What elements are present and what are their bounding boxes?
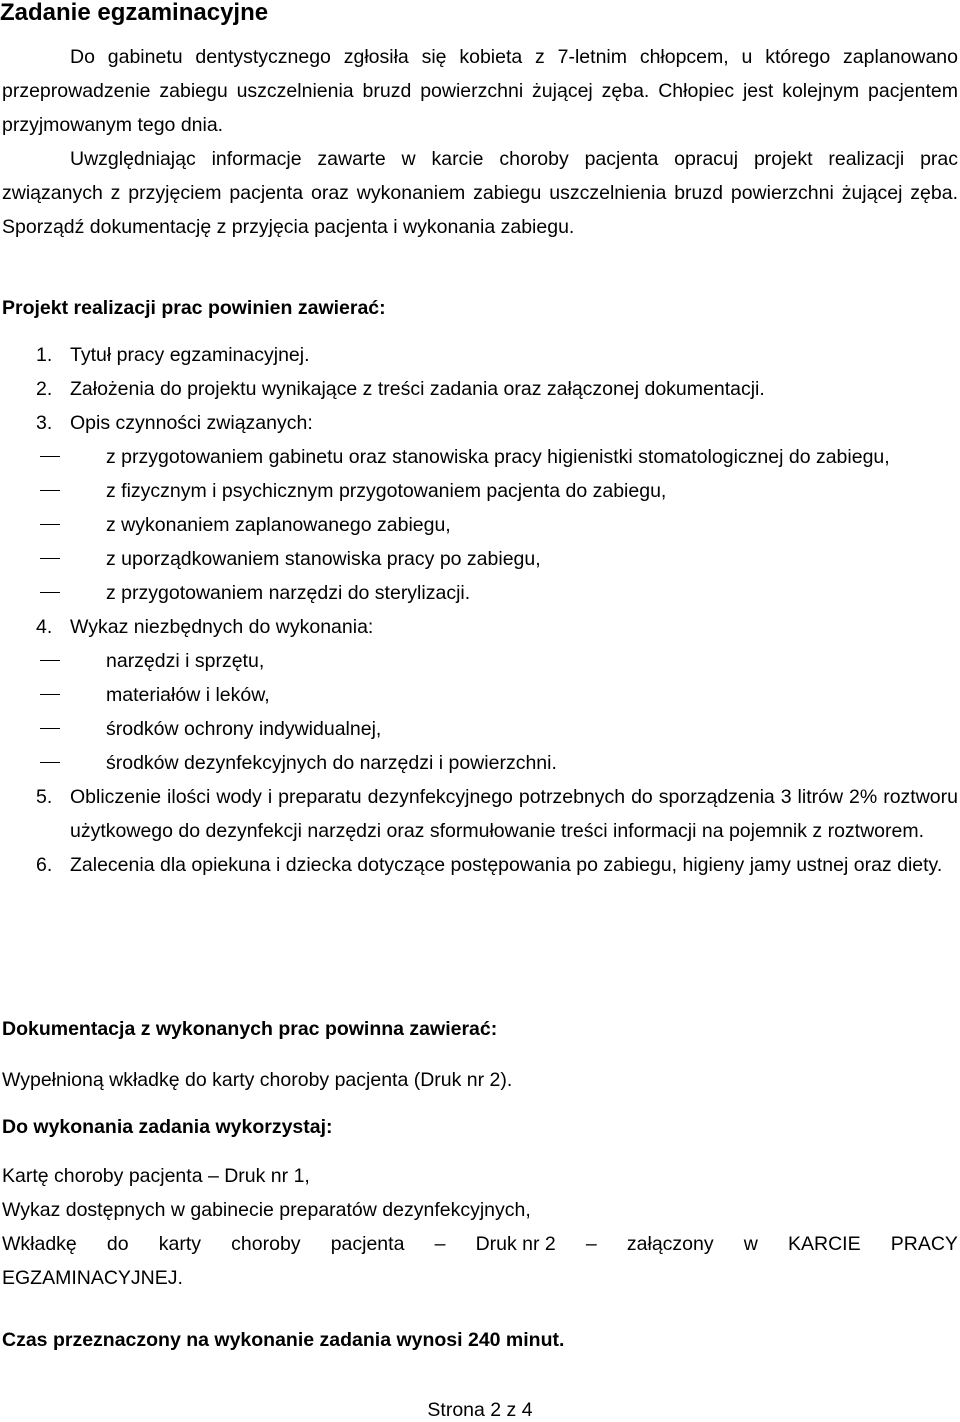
item-number: 3.	[36, 412, 53, 434]
task-description	[2, 40, 958, 244]
dash-bullet-icon	[40, 694, 60, 695]
sub-item-text: środków dezynfekcyjnych do narzędzi i powierzchni.	[106, 752, 557, 774]
item-number: 4.	[36, 616, 53, 638]
word: choroby	[231, 1233, 301, 1255]
sub-list	[70, 440, 958, 610]
sub-list-item	[70, 508, 958, 542]
sub-list-item	[70, 576, 958, 610]
word: w	[743, 1233, 758, 1255]
dash-bullet-icon	[40, 728, 60, 729]
list-item	[0, 610, 958, 780]
dash-bullet-icon	[40, 490, 60, 491]
item-number: 2.	[36, 378, 53, 400]
word: do	[106, 1233, 129, 1255]
word: pacjenta	[330, 1233, 405, 1255]
page-number: Strona 2 z 4	[427, 1399, 533, 1421]
sub-item-text: z fizycznym i psychicznym przygotowaniem pacjenta do zabiegu,	[106, 480, 667, 502]
resource-line-justified	[2, 1227, 958, 1261]
page-title: Zadanie egzaminacyjne	[0, 0, 269, 26]
list-item	[0, 780, 958, 848]
project-requirements-list	[0, 338, 958, 882]
word: Druk nr 2	[475, 1233, 556, 1255]
resource-line: Wykaz dostępnych w gabinecie preparatów dezynfekcyjnych,	[2, 1199, 531, 1221]
resources-list	[2, 1159, 958, 1295]
item-number: 5.	[36, 786, 53, 808]
list-item	[0, 338, 958, 372]
list-item	[0, 406, 958, 610]
word: karty	[158, 1233, 202, 1255]
project-heading: Projekt realizacji prac powinien zawierać:	[2, 297, 386, 319]
sub-list-item	[70, 542, 958, 576]
item-text: Założenia do projektu wynikające z treści zadania oraz załączonej dokumentacji.	[70, 378, 765, 400]
word: Wkładkę	[2, 1233, 77, 1255]
sub-list-item	[70, 712, 958, 746]
documentation-text: Wypełnioną wkładkę do karty choroby pacjenta (Druk nr 2).	[2, 1069, 513, 1091]
dash-bullet-icon	[40, 762, 60, 763]
resources-heading: Do wykonania zadania wykorzystaj:	[2, 1116, 333, 1138]
sub-list-item	[70, 644, 958, 678]
sub-item-text: z wykonaniem zaplanowanego zabiegu,	[106, 514, 451, 536]
word: –	[585, 1233, 597, 1255]
item-text: Obliczenie ilości wody i preparatu dezynfekcyjnego potrzebnych do sporządzenia 3 litrów 2% roztworu użytkowego do dezynfekcji narzędzi oraz sformułowanie treści informacji na pojemnik z roztworem.	[70, 786, 958, 842]
word: PRACY	[890, 1233, 958, 1255]
dash-bullet-icon	[40, 456, 60, 457]
list-item	[0, 372, 958, 406]
item-number: 6.	[36, 854, 53, 876]
resource-line: EGZAMINACYJNEJ.	[2, 1267, 183, 1289]
intro-paragraph-1: Do gabinetu dentystycznego zgłosiła się kobieta z 7-letnim chłopcem, u którego zaplanowano przeprowadzenie zabiegu uszczelnienia bruzd powierzchni żującej zęba. Chłopiec jest kolejnym pacjentem przyjmowanym tego dnia.	[2, 46, 958, 136]
list-item	[0, 848, 958, 882]
time-limit-text: Czas przeznaczony na wykonanie zadania wynosi 240 minut.	[2, 1329, 565, 1351]
dash-bullet-icon	[40, 558, 60, 559]
word: załączony	[626, 1233, 714, 1255]
sub-list-item	[70, 474, 958, 508]
sub-item-text: narzędzi i sprzętu,	[106, 650, 265, 672]
documentation-heading: Dokumentacja z wykonanych prac powinna zawierać:	[2, 1018, 498, 1040]
dash-bullet-icon	[40, 524, 60, 525]
sub-list-item	[70, 678, 958, 712]
sub-item-text: z przygotowaniem narzędzi do sterylizacji.	[106, 582, 471, 604]
dash-bullet-icon	[40, 660, 60, 661]
word: –	[434, 1233, 446, 1255]
sub-item-text: materiałów i leków,	[106, 684, 270, 706]
item-number: 1.	[36, 344, 53, 366]
item-text: Opis czynności związanych:	[70, 412, 313, 434]
sub-list-item	[70, 746, 958, 780]
item-text: Wykaz niezbędnych do wykonania:	[70, 616, 374, 638]
word: KARCIE	[788, 1233, 861, 1255]
sub-list	[0, 644, 958, 780]
resource-line: Kartę choroby pacjenta – Druk nr 1,	[2, 1165, 310, 1187]
sub-list-item	[70, 440, 958, 474]
sub-item-text: środków ochrony indywidualnej,	[106, 718, 382, 740]
item-text: Zalecenia dla opiekuna i dziecka dotyczące postępowania po zabiegu, higieny jamy ustnej oraz diety.	[70, 854, 943, 876]
dash-bullet-icon	[40, 592, 60, 593]
item-text: Tytuł pracy egzaminacyjnej.	[70, 344, 310, 366]
intro-paragraph-2: Uwzględniając informacje zawarte w karcie choroby pacjenta opracuj projekt realizacji prac związanych z przyjęciem pacjenta oraz wykonaniem zabiegu uszczelnienia bruzd powierzchni żującej zęba. Sporządź dokumentację z przyjęcia pacjenta i wykonania zabiegu.	[2, 148, 958, 238]
sub-item-text: z przygotowaniem gabinetu oraz stanowiska pracy higienistki stomatologicznej do zabiegu,	[106, 446, 890, 468]
sub-item-text: z uporządkowaniem stanowiska pracy po zabiegu,	[106, 548, 541, 570]
